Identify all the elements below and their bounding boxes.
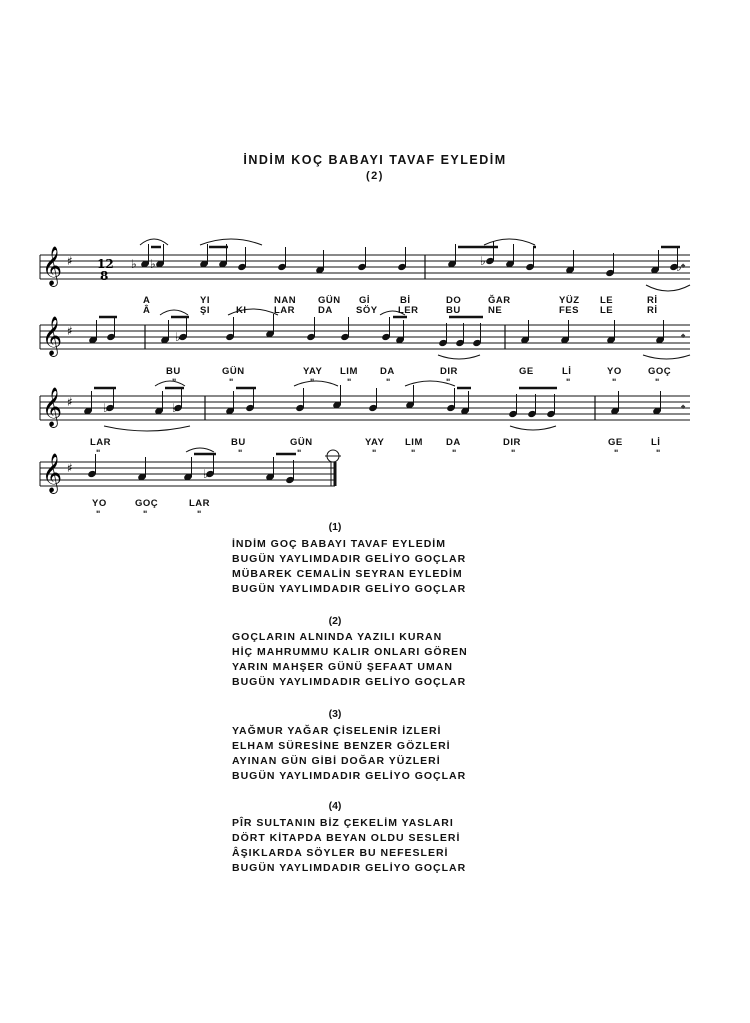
- lyric-s2-10: GOÇ: [648, 366, 672, 377]
- lyric-s1-bottom-3: KI: [236, 305, 247, 316]
- verse-3-line-2: ELHAM SÜRESİNE BENZER GÖZLERİ: [232, 740, 451, 752]
- verse-1-line-2: BUGÜN YAYLIMDADIR GELİYO GOÇLAR: [232, 553, 467, 565]
- lyric-s2-1: BU: [166, 366, 181, 377]
- slur: [160, 310, 188, 315]
- lyric-s2-3: YAY: [303, 366, 323, 377]
- segno-mark: 𝄌: [681, 261, 686, 275]
- slur: [200, 239, 262, 245]
- lyric-s2-7: GE: [519, 366, 534, 377]
- lyric-s1-bottom-10: FES: [559, 305, 579, 316]
- lyric-s3-3: GÜN: [290, 437, 313, 448]
- verse-4-line-2: DÖRT KİTAPDA BEYAN OLDU SESLERİ: [232, 832, 461, 844]
- verse-1-number: (1): [328, 521, 342, 533]
- verse-1-line-3: MÜBAREK CEMALİN SEYRAN EYLEDİM: [232, 568, 463, 580]
- lyric-s4-2: GOÇ: [135, 498, 159, 509]
- lyric-s2-2: GÜN: [222, 366, 245, 377]
- lyric-s4-3: LAR: [189, 498, 211, 509]
- slur: [484, 239, 535, 245]
- lyric-s1-bottom-7: LER: [398, 305, 419, 316]
- slur: [438, 355, 480, 359]
- treble-clef: 𝄞: [42, 316, 63, 356]
- segno-mark: 𝄌: [681, 331, 686, 345]
- key-signature-sharp: ♯: [67, 324, 73, 338]
- slur: [155, 381, 185, 386]
- slur: [643, 355, 690, 359]
- slur: [510, 426, 556, 430]
- verse-3-line-1: YAĞMUR YAĞAR ÇİSELENİR İZLERİ: [232, 725, 442, 737]
- verse-1-line-1: İNDİM GOÇ BABAYI TAVAF EYLEDİM: [232, 538, 446, 550]
- song-subtitle: (2): [366, 170, 384, 182]
- lyric-s1-bottom-1: Â: [143, 305, 151, 316]
- flat-accidental: ♭: [150, 257, 156, 271]
- flat-accidental: ♭: [103, 401, 109, 415]
- lyric-s3-1: LAR: [90, 437, 112, 448]
- lyric-s4-1: YO: [92, 498, 107, 509]
- treble-clef: 𝄞: [42, 453, 63, 493]
- slur: [294, 381, 338, 386]
- lyric-s1-bottom-2: ŞI: [200, 305, 210, 316]
- lyric-s1-bottom-9: NE: [488, 305, 503, 316]
- lyric-s1-top-8: ĞAR: [488, 295, 511, 306]
- treble-clef: 𝄞: [42, 246, 63, 286]
- slur: [186, 448, 214, 452]
- lyric-s1-top-2: YI: [200, 295, 210, 306]
- lyric-s2-9: YO: [607, 366, 622, 377]
- slur: [104, 426, 190, 431]
- lyric-s2-8: Lİ: [562, 366, 572, 377]
- lyric-s1-bottom-11: LE: [600, 305, 614, 316]
- lyric-s3-9: Lİ: [651, 437, 661, 448]
- verse-3-number: (3): [328, 708, 342, 720]
- verse-2-line-3: YARIN MAHŞER GÜNÜ ŞEFAAT UMAN: [232, 661, 453, 673]
- verse-2-line-4: BUGÜN YAYLIMDADIR GELİYO GOÇLAR: [232, 676, 467, 688]
- key-signature-sharp: ♯: [67, 461, 73, 475]
- verse-2-line-1: GOÇLARIN ALNINDA YAZILI KURAN: [232, 631, 443, 643]
- verse-3-line-3: AYINAN GÜN GİBİ DOĞAR YÜZLERİ: [232, 755, 441, 767]
- lyric-s1-top-10: LE: [600, 295, 614, 306]
- flat-accidental: ♭: [131, 257, 137, 271]
- time-signature-top: 12: [97, 257, 114, 271]
- verse-4-line-3: ÂŞIKLARDA SÖYLER BU NEFESLERİ: [232, 847, 449, 859]
- key-signature-sharp: ♯: [67, 254, 73, 268]
- flat-accidental: ♭: [203, 467, 209, 481]
- slur: [646, 285, 690, 291]
- lyric-s1-top-3: NAN: [274, 295, 297, 306]
- flat-accidental: ♭: [676, 260, 682, 274]
- verse-4-line-4: BUGÜN YAYLIMDADIR GELİYO GOÇLAR: [232, 862, 467, 874]
- lyric-s1-top-4: GÜN: [318, 295, 341, 306]
- lyric-s1-top-7: DO: [446, 295, 462, 306]
- lyric-s1-bottom-12: Rİ: [647, 305, 658, 316]
- lyric-s3-2: BU: [231, 437, 246, 448]
- lyric-s1-top-11: Rİ: [647, 295, 658, 306]
- verse-4-line-1: PÎR SULTANIN BİZ ÇEKELİM YASLARI: [232, 817, 454, 829]
- lyric-s1-bottom-5: DA: [318, 305, 333, 316]
- verse-2-line-2: HİÇ MAHRUMMU KALIR ONLARI GÖREN: [232, 646, 468, 658]
- song-title: İNDİM KOÇ BABAYI TAVAF EYLEDİM: [243, 153, 507, 167]
- lyric-s1-top-1: A: [143, 295, 151, 306]
- flat-accidental: ♭: [175, 330, 181, 344]
- flat-accidental: ♭: [172, 401, 178, 415]
- lyric-s2-6: DIR: [440, 366, 458, 377]
- lyric-s1-top-6: Bİ: [400, 295, 411, 306]
- lyric-s1-bottom-4: LAR: [274, 305, 296, 316]
- flat-accidental: ♭: [480, 254, 486, 268]
- time-signature-bottom: 8: [100, 269, 109, 283]
- lyric-s3-4: YAY: [365, 437, 385, 448]
- verse-4-number: (4): [328, 800, 342, 812]
- verse-3-line-4: BUGÜN YAYLIMDADIR GELİYO GOÇLAR: [232, 770, 467, 782]
- lyric-s1-bottom-8: BU: [446, 305, 461, 316]
- lyric-s2-4: LIM: [340, 366, 358, 377]
- lyric-s1-top-9: YÜZ: [559, 295, 580, 306]
- lyric-s2-5: DA: [380, 366, 395, 377]
- verse-2-number: (2): [328, 615, 342, 627]
- lyric-s3-8: GE: [608, 437, 623, 448]
- treble-clef: 𝄞: [42, 387, 63, 427]
- segno-mark: 𝄌: [681, 402, 686, 416]
- lyric-s3-7: DIR: [503, 437, 521, 448]
- lyric-s1-top-5: Gİ: [359, 295, 371, 306]
- lyric-s1-bottom-6: SÖY: [356, 305, 378, 316]
- lyric-s3-5: LIM: [405, 437, 423, 448]
- key-signature-sharp: ♯: [67, 395, 73, 409]
- verse-1-line-4: BUGÜN YAYLIMDADIR GELİYO GOÇLAR: [232, 583, 467, 595]
- lyric-s3-6: DA: [446, 437, 461, 448]
